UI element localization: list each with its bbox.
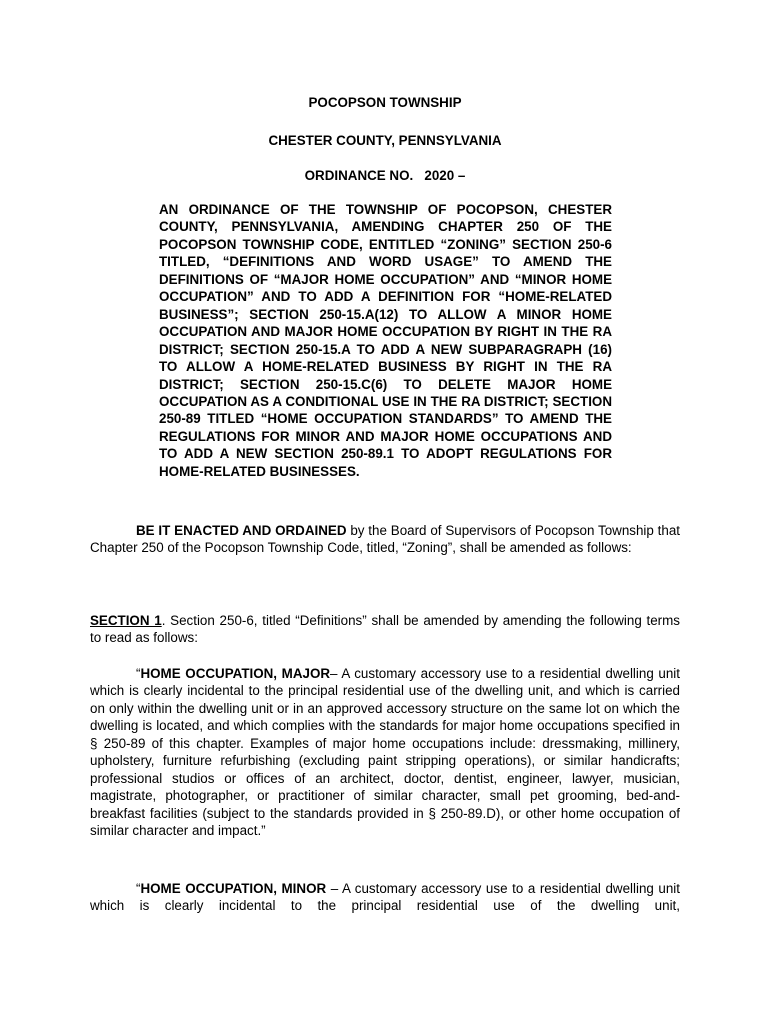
ordinance-number: ORDINANCE NO. 2020 –	[304, 168, 466, 183]
minor-term: HOME OCCUPATION, MINOR	[140, 881, 327, 896]
section-1-label: SECTION 1	[90, 613, 162, 628]
major-home-occupation-definition	[90, 665, 680, 840]
major-term: HOME OCCUPATION, MAJOR	[140, 666, 331, 681]
enacting-clause	[90, 522, 680, 557]
county-heading: CHESTER COUNTY, PENNSYLVANIA	[268, 133, 502, 148]
major-open-quote: “	[136, 666, 141, 681]
minor-home-occupation-definition	[90, 880, 680, 915]
enacting-text: by the Board of Supervisors of Pocopson Township that Chapter 250 of the Pocopson Township Code, titled, “Zoning”, shall be amended as follows:	[90, 523, 680, 556]
minor-open-quote: “	[136, 881, 141, 896]
section-1-text: . Section 250-6, titled “Definitions” shall be amended by amending the following terms to read as follows:	[90, 613, 680, 646]
ordinance-title: AN ORDINANCE OF THE TOWNSHIP OF POCOPSON, CHESTER COUNTY, PENNSYLVANIA, AMENDING CHAPTER 250 OF THE POCOPSON TOWNSHIP CODE, ENTITLED “ZONING” SECTION 250-6 TITLED, “DEFINITIONS AND WORD USAGE” TO AMEND THE DEFINITIONS OF “MAJOR HOME OCCUPATION” AND “MINOR HOME OCCUPATION” AND TO ADD A DEFINITION FOR “HOME-RELATED BUSINESS”; SECTION 250-15.A(12) TO ALLOW A MINOR HOME OCCUPATION AND MAJOR HOME OCCUPATION BY RIGHT IN THE RA DISTRICT; SECTION 250-15.A TO ADD A NEW SUBPARAGRAPH (16) TO ALLOW A HOME-RELATED BUSINESS BY RIGHT IN THE RA DISTRICT; SECTION 250-15.C(6) TO DELETE MAJOR HOME OCCUPATION AS A CONDITIONAL USE IN THE RA DISTRICT; SECTION 250-89 TITLED “HOME OCCUPATION STANDARDS” TO AMEND THE REGULATIONS FOR MINOR AND MAJOR HOME OCCUPATIONS AND TO ADD A NEW SECTION 250-89.1 TO ADOPT REGULATIONS FOR HOME-RELATED BUSINESSES.	[159, 202, 612, 479]
major-definition-text: – A customary accessory use to a residential dwelling unit which is clearly incidental to the principal residential use of the dwelling unit, and which is carried on only within the dwelling unit or in an approved accessory structure on the same lot on which the dwelling is located, and which complies with the standards for major home occupations specified in § 250-89 of this chapter. Examples of major home occupations include: dressmaking, millinery, upholstery, furniture refurbishing (excluding paint stripping operations), or similar handicrafts; professional studios or offices of an architect, doctor, dentist, engineer, lawyer, musician, magistrate, photographer, or practitioner of similar character, small pet grooming, bed-and-breakfast facilities (subject to the standards provided in § 250-89.D), or other home occupation of similar character and impact.”	[90, 666, 681, 839]
section-1-paragraph	[90, 612, 680, 647]
minor-definition-text: – A customary accessory use to a residential dwelling unit which is clearly incidental to the principal residential use of the dwelling unit,	[90, 881, 680, 914]
enacting-lead: BE IT ENACTED AND ORDAINED	[136, 523, 347, 538]
township-heading: POCOPSON TOWNSHIP	[308, 95, 462, 110]
